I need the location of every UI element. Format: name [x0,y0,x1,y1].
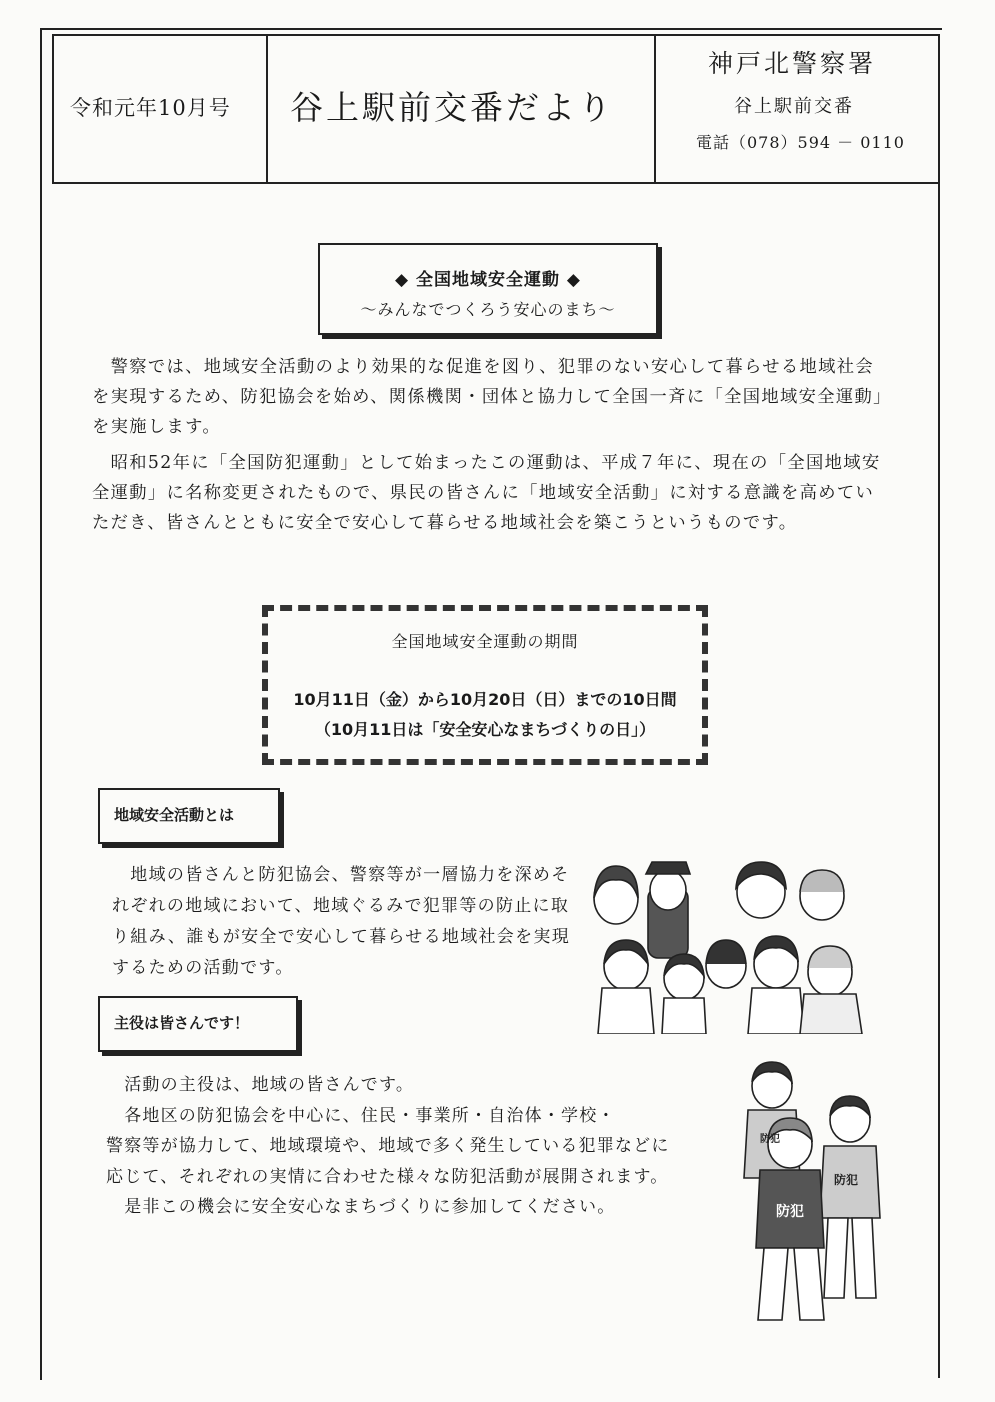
vest-label: 防犯 [776,1204,804,1220]
title-cell [268,36,656,182]
crime-prevention-patrol-illustration-icon [720,1058,890,1328]
section-activities-body: 地域の皆さんと防犯協会、警察等が一層協力を深めそれぞれの地域において、地域ぐるみで犯罪等の防止に取り組み、誰もが安全で安心して暮らせる地域社会を実現するための活動です。 [112,865,571,978]
section-heading-activities: 地域安全活動とは [98,788,280,844]
community-people-illustration-icon [586,848,870,1034]
page-right-rule [938,34,940,1378]
phone-number: 電話（078）594 － 0110 [696,133,905,152]
section-main-role-body [106,1070,726,1223]
campaign-title: ◆ 全国地域安全運動 ◆ [395,270,581,290]
campaign-subtitle: ～みんなでつくろう安心のまち～ [360,300,616,319]
newsletter-header [52,34,940,184]
main-role-line: 応じて、それぞれの実情に合わせた様々な防犯活動が展開されます。 [106,1166,669,1187]
section-heading-main-role: 主役は皆さんです！ [98,996,298,1052]
intro-paragraph-2: 昭和52年に「全国防犯運動」として始まったこの運動は、平成７年に、現在の「全国地域安全運動」に名称変更されたもので、県民の皆さんに「地域安全活動」に対する意識を高めていただき、皆さんとともに安全で安心して暮らせる地域社会を築こうというものです。 [92,453,881,533]
main-role-line: 警察等が協力して、地域環境や、地域で多く発生している犯罪などに [106,1136,670,1156]
main-role-line: 各地区の防犯協会を中心に、住民・事業所・自治体・学校・ [106,1105,616,1126]
station-cell [656,36,938,182]
vest-label: 防犯 [760,1134,780,1145]
period-title: 全国地域安全運動の期間 [391,632,579,651]
newsletter-title: 谷上駅前交番だより [290,88,614,127]
main-role-line: 是非この機会に安全安心なまちづくりに参加してください。 [106,1197,616,1217]
issue-label: 令和元年10月号 [70,96,231,120]
period-note: （10月11日は「安全安心なまちづくりの日」） [314,720,656,739]
period-dates: 10月11日（金）から10月20日（日）までの10日間 [293,690,677,709]
main-role-line: 活動の主役は、地域の皆さんです。 [106,1075,415,1095]
koban-name: 谷上駅前交番 [734,96,854,117]
campaign-period-box [262,605,708,765]
police-station-name: 神戸北警察署 [708,49,877,78]
vest-label: 防犯 [834,1173,859,1187]
intro-paragraph-1: 警察では、地域安全活動のより効果的な促進を図り、犯罪のない安心して暮らせる地域社会を実現するため、防犯協会を始め、関係機関・団体と協力して全国一斉に「全国地域安全運動」を実施します。 [92,357,892,437]
campaign-title-box [318,243,658,335]
issue-cell [54,36,268,182]
